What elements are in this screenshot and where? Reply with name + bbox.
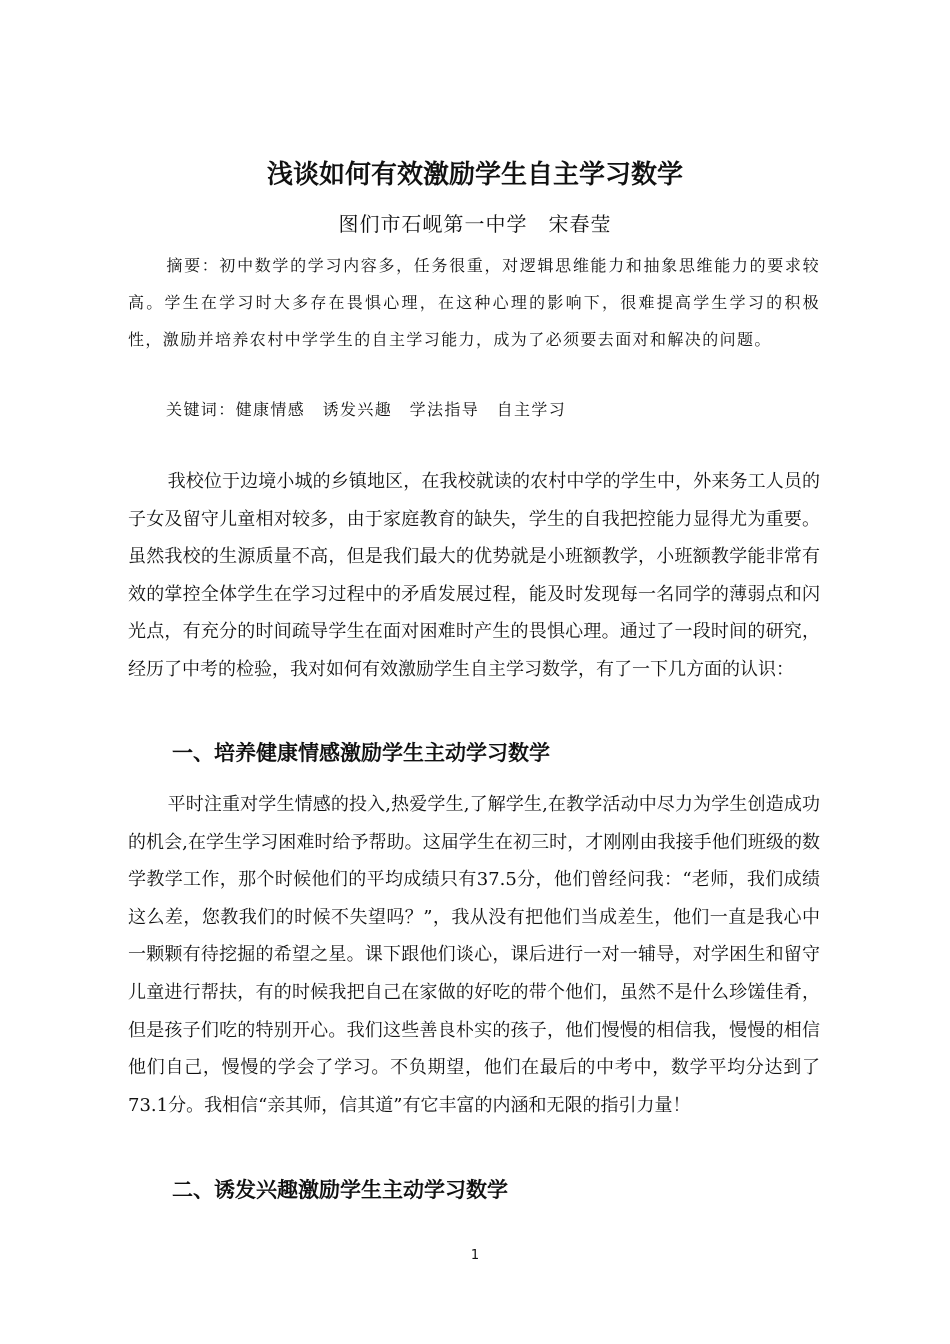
section-heading-1: 一、培养健康情感激励学生主动学习数学 <box>172 741 550 765</box>
page-number: 1 <box>470 1248 480 1263</box>
intro-paragraph: 我校位于边境小城的乡镇地区，在我校就读的农村中学的学生中，外来务工人员的子女及留守儿童相对较多，由于家庭教育的缺失，学生的自我把控能力显得尤为重要。虽然我校的生源质量不高，但是我们最大的优势就是小班额教学，小班额教学能非常有效的掌控全体学生在学习过程中的矛盾发展过程，能及时发现每一名同学的薄弱点和闪光点，有充分的时间疏导学生在面对困难时产生的畏惧心理。通过了一段时间的研究，经历了中考的检验，我对如何有效激励学生自主学习数学，有了一下几方面的认识： <box>128 471 820 680</box>
section-1-paragraph: 平时注重对学生情感的投入,热爱学生,了解学生,在教学活动中尽力为学生创造成功的机会,在学生学习困难时给予帮助。这届学生在初三时，才刚刚由我接手他们班级的数学教学工作，那个时候他们的平均成绩只有37.5分，他们曾经问我：“老师，我们成绩这么差，您教我们的时候不失望吗？”，我从没有把他们当成差生，他们一直是我心中一颗颗有待挖掘的希望之星。课下跟他们谈心，课后进行一对一辅导，对学困生和留守儿童进行帮扶，有的时候我把自己在家做的好吃的带个他们，虽然不是什么珍馐佳肴，但是孩子们吃的特别开心。我们这些善良朴实的孩子，他们慢慢的相信我，慢慢的相信他们自己，慢慢的学会了学习。不负期望，他们在最后的中考中，数学平均分达到了73.1分。我相信“亲其师，信其道”有它丰富的内涵和无限的指引力量！ <box>128 794 820 1116</box>
author-line: 图们市石岘第一中学 宋春莹 <box>338 212 612 236</box>
keywords-line: 关键词：健康情感 诱发兴趣 学法指导 自主学习 <box>166 400 567 419</box>
section-heading-2: 二、诱发兴趣激励学生主动学习数学 <box>172 1178 508 1202</box>
abstract-paragraph: 摘要：初中数学的学习内容多，任务很重，对逻辑思维能力和抽象思维能力的要求较高。学生在学习时大多存在畏惧心理，在这种心理的影响下，很难提高学生学习的积极性，激励并培养农村中学学生的自主学习能力，成为了必须要去面对和解决的问题。 <box>128 256 820 349</box>
document-title: 浅谈如何有效激励学生自主学习数学 <box>266 160 683 190</box>
